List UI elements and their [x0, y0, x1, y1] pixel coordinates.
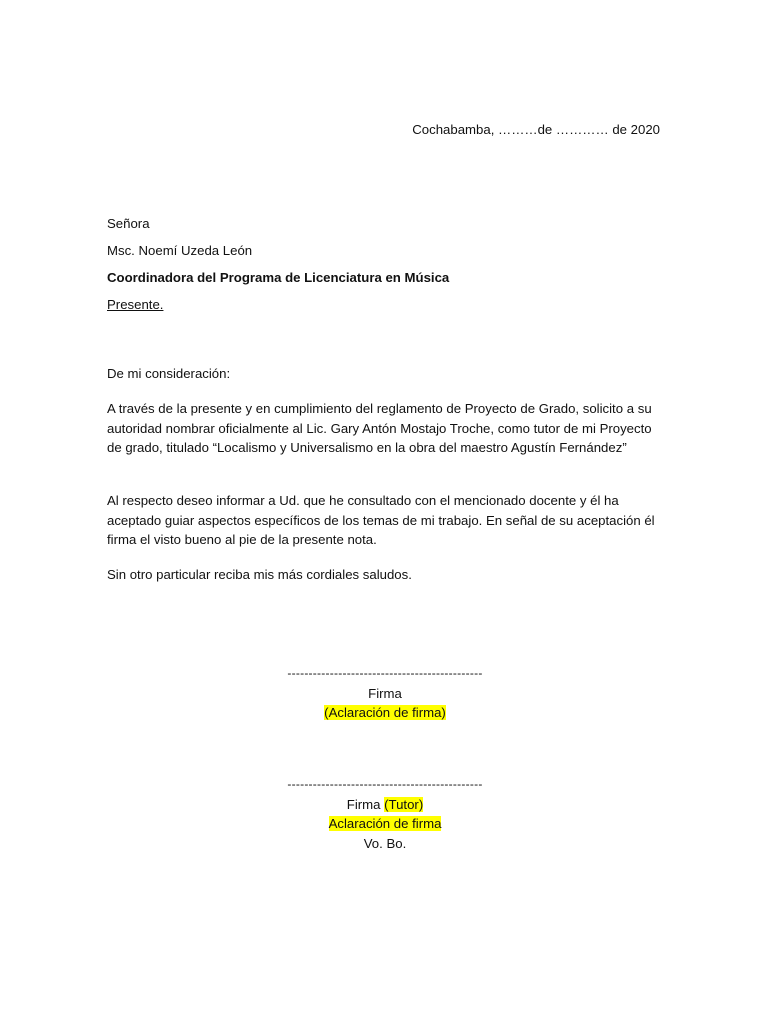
greeting: De mi consideración: — [107, 366, 231, 381]
student-signature-line: ---------------------------------------------- — [287, 666, 483, 680]
recipient-salutation: Señora — [107, 216, 150, 231]
date-line: Cochabamba, ………de ………… de 2020 — [412, 122, 660, 137]
recipient-title: Coordinadora del Programa de Licenciatura en Música — [107, 270, 450, 285]
recipient-presente: Presente. — [107, 297, 164, 312]
student-signature-block — [240, 664, 530, 723]
body-paragraph-closing: Sin otro particular reciba mis más cordiales saludos. — [107, 567, 412, 582]
tutor-tag: (Tutor) — [384, 796, 424, 812]
tutor-signature-line: ---------------------------------------------- — [287, 777, 483, 791]
tutor-signature-clarification: Aclaración de firma — [328, 816, 442, 831]
approval-label: Vo. Bo. — [363, 835, 407, 851]
recipient-name: Msc. Noemí Uzeda León — [107, 243, 253, 258]
body-paragraph-request: A través de la presente y en cumplimiento del reglamento de Proyecto de Grado, solicito a su autoridad nombrar oficialmente al Lic. Gary Antón Mostajo Troche, como tutor de mi Proyecto de grado, titulado “Localismo y Universalismo en la obra del maestro Agustín Fernández” — [107, 401, 652, 455]
tutor-signature-label: Firma — [346, 796, 381, 812]
tutor-signature-block — [240, 775, 530, 853]
student-signature-label: Firma — [368, 685, 402, 701]
body-paragraph-consent: Al respecto deseo informar a Ud. que he consultado con el mencionado docente y él ha aceptado guiar aspectos específicos de los temas de mi trabajo. En señal de su aceptación él firma el visto bueno al pie de la presente nota. — [107, 493, 655, 547]
student-signature-clarification: (Aclaración de firma) — [324, 705, 446, 720]
